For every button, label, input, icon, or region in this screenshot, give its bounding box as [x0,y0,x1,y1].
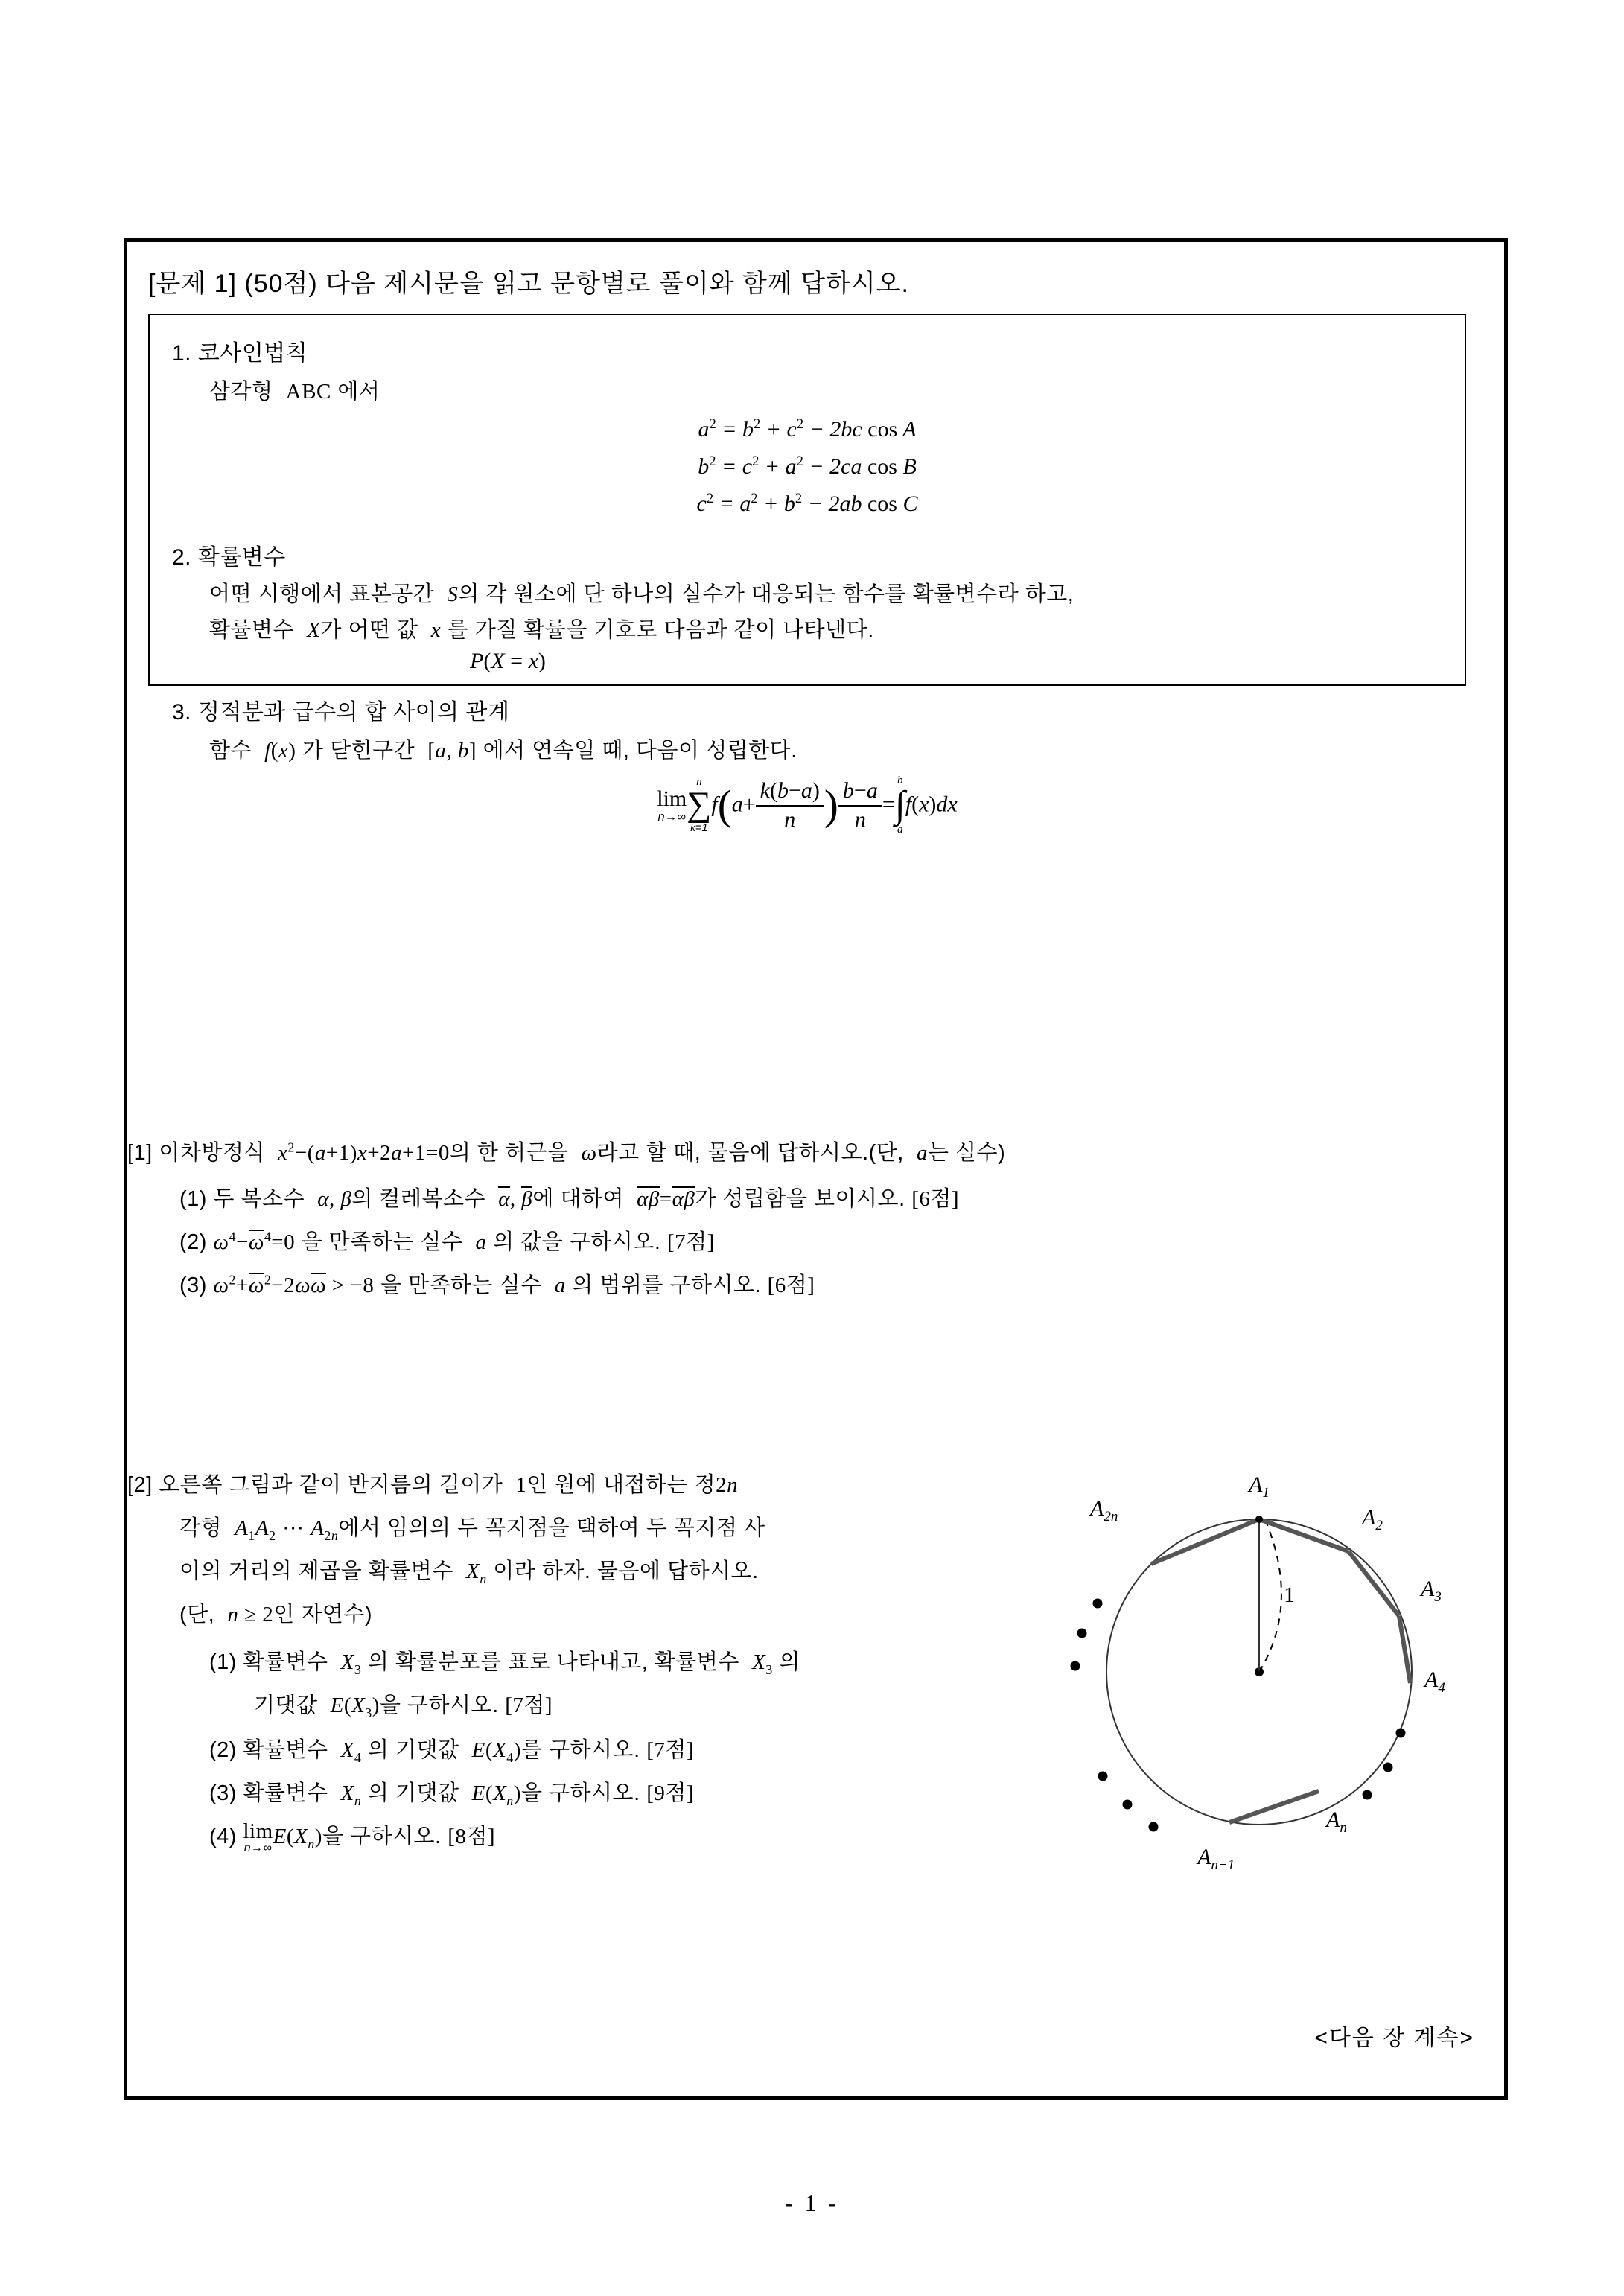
vertex-label-a4: $A_4$ [1424,1667,1445,1696]
ellipsis-dot [1098,1772,1108,1781]
riemann-sum-eq: lim n→∞ n ∑ k=1 f(a+ $\frac{k(b-a)}{n}$ ) $\frac{b-a}{n}$ = b ∫ a f(x)dx [657,775,958,836]
stimulus-heading-3: 3. 정적분과 급수의 합 사이의 관계 [172,700,510,725]
q2-item-3: (3) 확률변수 $X_n$ 의 기댓값 $E(X_n)$을 구하시오. [9점] [209,1781,695,1808]
vertex-dot-a1 [1255,1516,1263,1523]
q1-item-3: (3) $\omega^2+\omega^2-2\omega\omega > -8$ 을 만족하는 실수 a 의 범위를 구하시오. [6점] [179,1272,815,1297]
q1-stem: [1] 이차방정식 $x^2-(a+1)x+2a+1=0$의 한 허근을 ω라고 할 때, 물음에 답하시오.(단, a는 실수) [127,1139,1006,1165]
q2-stem-line-1: [2] 오른쪽 그림과 같이 반지름의 길이가 1인 원에 내접하는 정2n [127,1473,739,1497]
stimulus-heading-1: 1. 코사인법칙 [172,341,308,366]
page-title: [문제 1] (50점) 다음 제시문을 읽고 문항별로 풀이와 함께 답하시오. [148,270,909,298]
radius-dashed-line [1259,1521,1281,1672]
q2-item-2: (2) 확률변수 $X_4$ 의 기댓값 $E(X_4)$를 구하시오. [7점] [209,1738,695,1765]
inscribed-polygon-figure [1062,1456,1486,1895]
continue-note: <다음 장 계속> [1314,2026,1474,2050]
radius-length-label: 1 [1284,1583,1295,1607]
exam-page-frame [124,238,1508,2100]
ellipsis-dot [1071,1661,1080,1671]
chord-a1-a2 [1259,1519,1348,1551]
q1-item-2: (2) $\omega^4-\omega^4=0$ 을 만족하는 실수 a 의 값을 구하시오. [7점] [179,1229,715,1254]
stimulus-heading-2: 2. 확률변수 [172,545,286,570]
ellipsis-dot [1363,1790,1372,1800]
law-of-cosines-eq-a: $a^2 = b^2 + c^2 - 2bc$ cos A [698,416,917,442]
vertex-label-a3: $A_3$ [1421,1577,1442,1605]
q2-stem-line-4: (단, n ≥ 2인 자연수) [179,1603,373,1626]
vertex-label-a2: $A_2$ [1362,1505,1383,1533]
stimulus-box [148,314,1466,836]
chord-a2n-a1 [1151,1519,1259,1564]
vertex-label-a2n: $A_{2n}$ [1090,1496,1118,1524]
stimulus-3-line-1: 함수 f(x) 가 닫힌구간 [a, b] 에서 연속일 때, 다음이 성립한다. [209,739,797,763]
q2-stem-line-3: 이의 거리의 제곱을 확률변수 $X_n$ 이라 하자. 물음에 답하시오. [179,1559,759,1586]
ellipsis-dot [1093,1599,1103,1609]
prob-notation-eq: P(X = x) [470,649,546,673]
vertex-label-an: $A_n$ [1326,1807,1347,1836]
chord-a2-a3 [1348,1551,1399,1616]
stimulus-2-line-1: 어떤 시행에서 표본공간 S의 각 원소에 단 하나의 실수가 대응되는 함수를 확률변수라 하고, [209,582,1074,606]
q2-item-1-line-1: (1) 확률변수 $X_3$ 의 확률분포를 표로 나타내고, 확률변수 $X_3$ 의 [209,1650,800,1677]
law-of-cosines-eq-b: $b^2 = c^2 + a^2 - 2ca$ cos B [698,454,917,479]
circle-diagram-svg [1062,1456,1486,1895]
q2-item-1-line-2: 기댓값 $E(X_3)$을 구하시오. [7점] [254,1694,553,1720]
law-of-cosines-eq-c: $c^2 = a^2 + b^2 - 2ab$ cos C [696,491,918,516]
page-number: - 1 - [784,2190,840,2216]
q2-stem-line-2: 각형 $A_1A_2$ ⋯ $A_{2n}$에서 임의의 두 꼭지점을 택하여 두 꼭지점 사 [179,1516,765,1543]
vertex-label-a1: $A_1$ [1249,1472,1270,1501]
ellipsis-dot [1123,1800,1133,1810]
ellipsis-dot [1383,1763,1393,1772]
q1-item-1: (1) 두 복소수 α, β의 켤레복소수 α, β에 대하여 αβ=αβ가 성립함을 보이시오. [6점] [179,1187,960,1211]
vertex-label-an1: $A_{n+1}$ [1197,1845,1235,1873]
ellipsis-dot [1077,1629,1087,1638]
q2-item-4: (4) lim n→∞ $E(X_n)$을 구하시오. [8점] [209,1819,496,1855]
stimulus-2-line-2: 확률변수 X가 어떤 값 x 를 가질 확률을 기호로 다음과 같이 나타낸다. [209,618,874,642]
ellipsis-dot [1149,1822,1159,1832]
ellipsis-dot [1396,1729,1406,1738]
stimulus-1-lead: 삼각형 ABC 에서 [209,380,380,404]
